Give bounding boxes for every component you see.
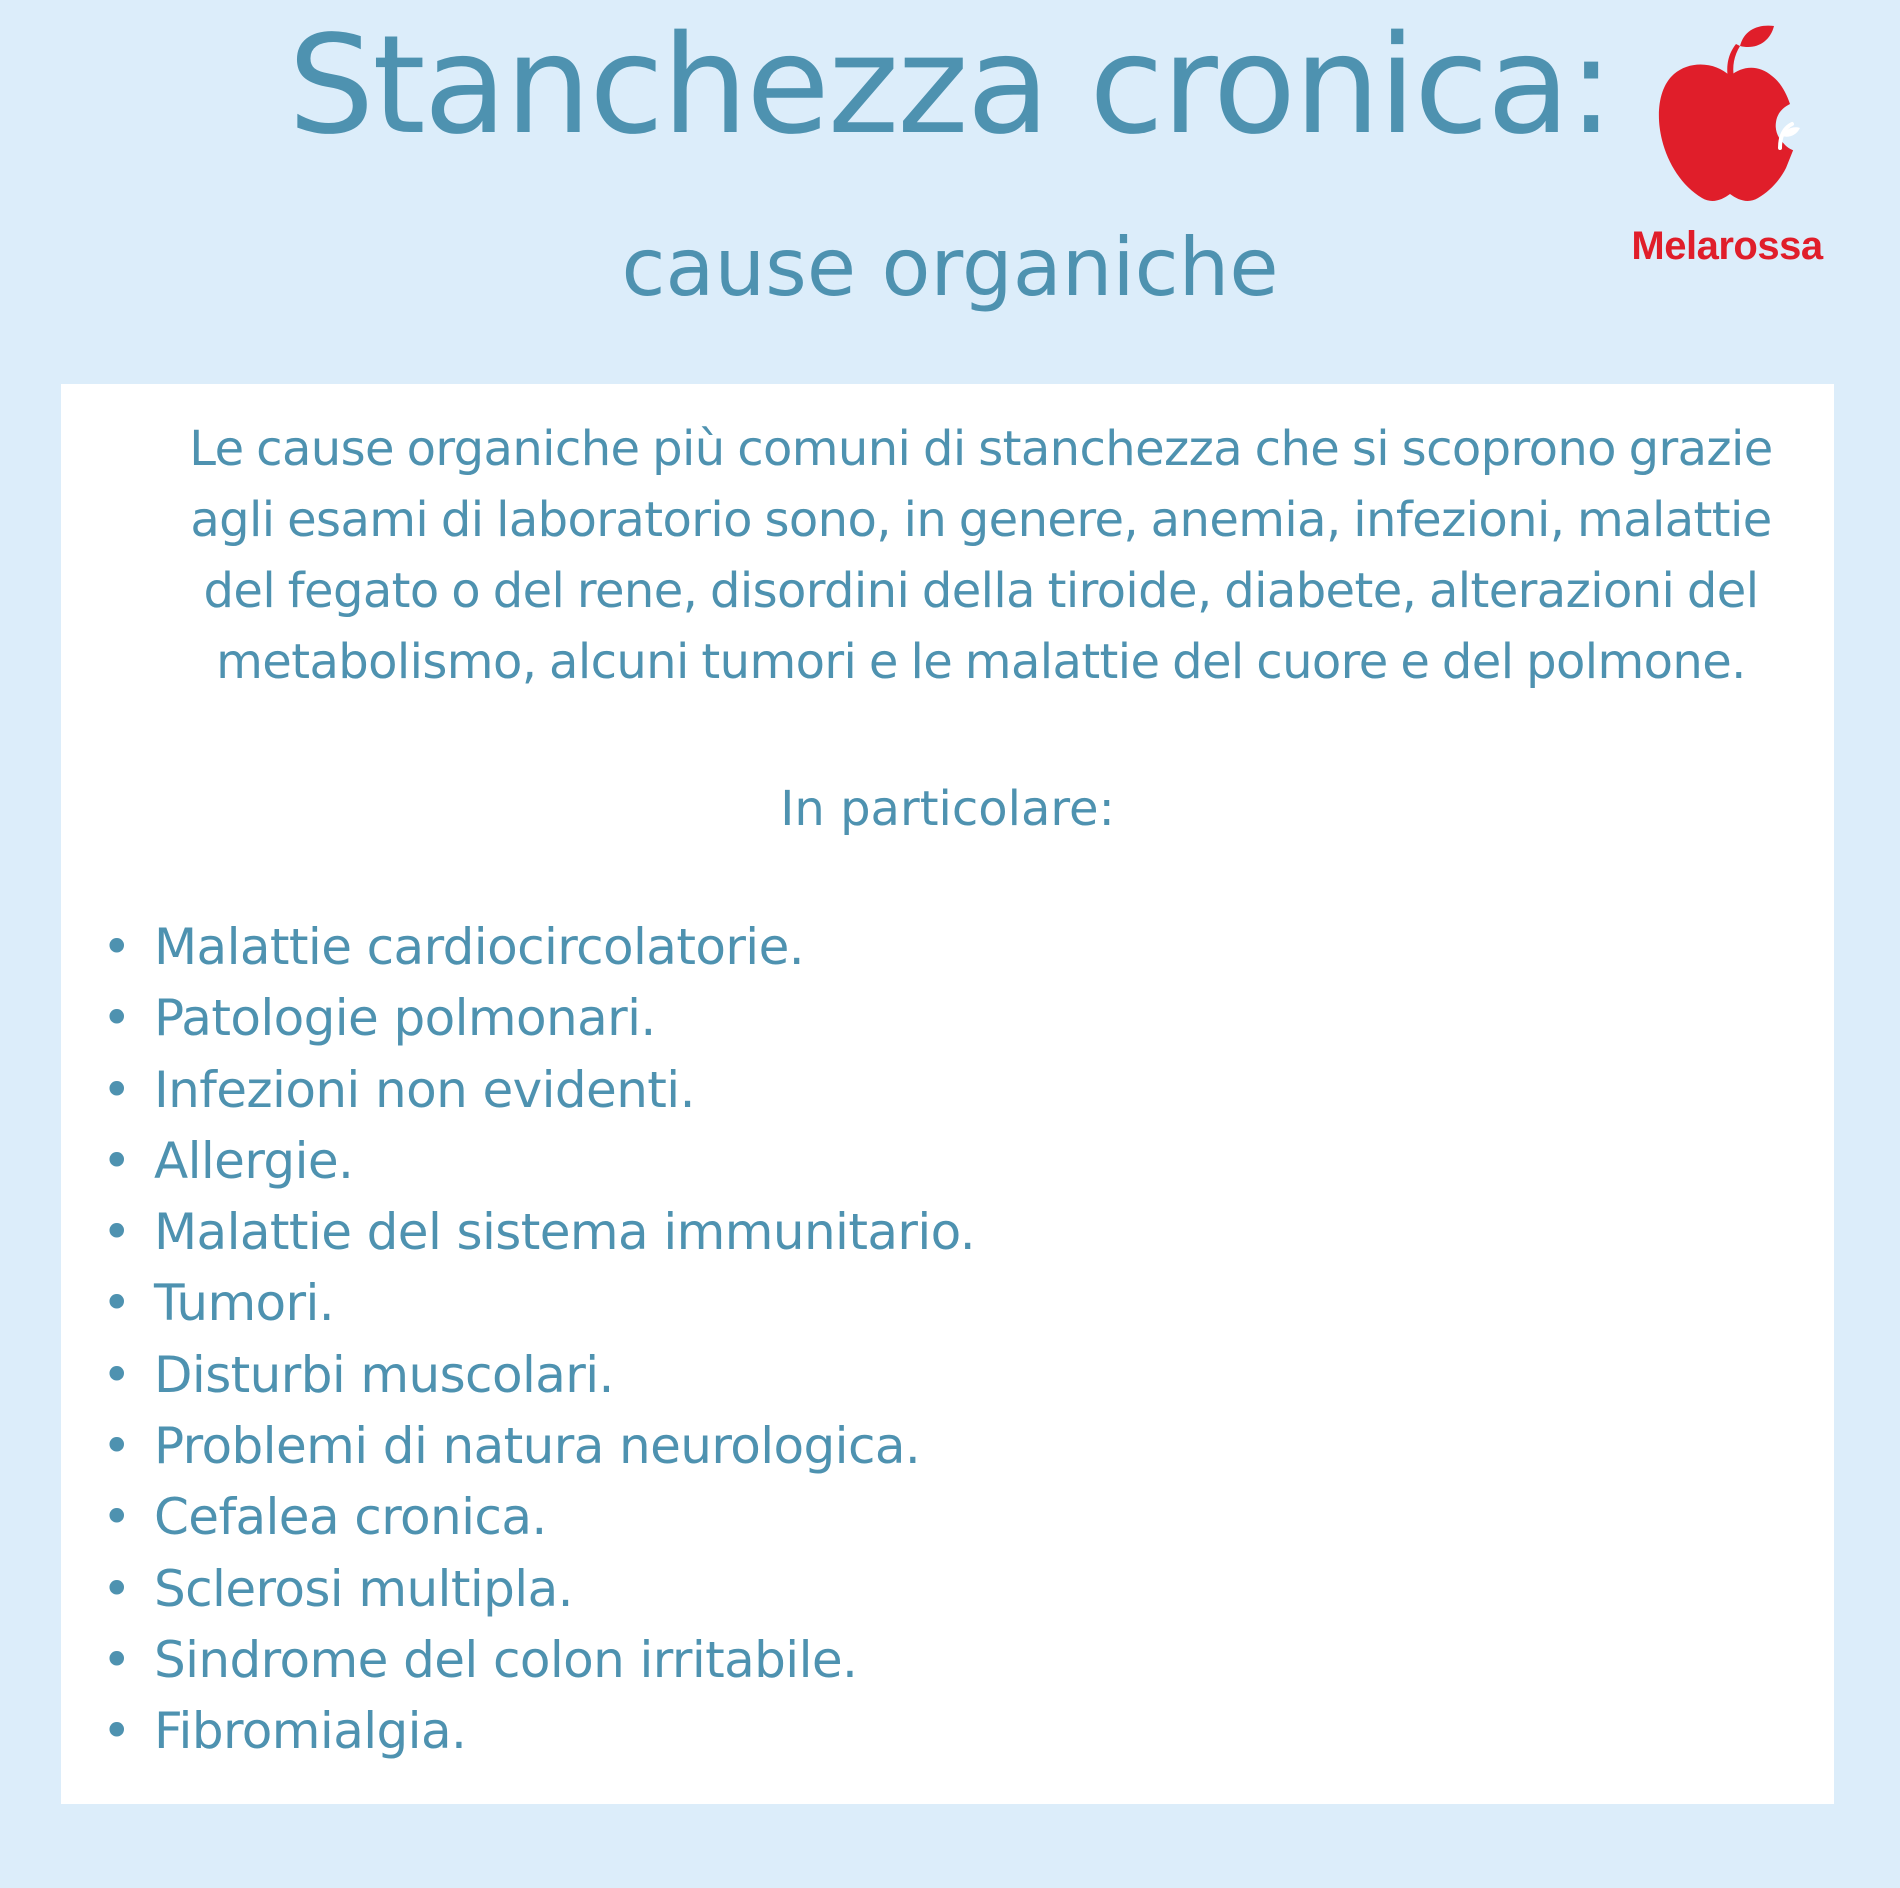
page-subtitle: cause organiche (621, 221, 1279, 314)
list-item (96, 1197, 1696, 1268)
list-item-text: Infezioni non evidenti. (154, 1060, 695, 1119)
bullet-icon: • (102, 1417, 131, 1476)
list-item (96, 1055, 1696, 1126)
bullet-icon: • (102, 1702, 131, 1761)
list-item-text: Tumori. (154, 1274, 335, 1333)
bullet-icon: • (102, 918, 131, 976)
list-item (96, 1554, 1696, 1625)
list-item-text: Problemi di natura neurologica. (154, 1417, 921, 1476)
list-item-text: Patologie polmonari. (154, 989, 656, 1048)
bullet-icon: • (102, 1203, 131, 1262)
list-item-text: Sclerosi multipla. (154, 1559, 573, 1618)
intro-paragraph: Le cause organiche più comuni di stanchezza che si scoprono grazie agli esami di laboratorio sono, in genere, anemia, infezioni, malattie del fegato o del rene, disordini della tiroide, diabete, alterazioni del metabolismo, alcuni tumori e le malattie del cuore e del polmone. (189, 421, 1773, 690)
bullet-icon: • (102, 1060, 131, 1119)
bullet-icon: • (102, 1488, 131, 1547)
list-item-text: Malattie cardiocircolatorie. (154, 918, 805, 976)
list-item-text: Fibromialgia. (154, 1702, 467, 1761)
list-lead: In particolare: (780, 781, 1115, 837)
list-item (96, 983, 1696, 1054)
list-item (96, 1126, 1696, 1197)
list-item-text: Sindrome del colon irritabile. (154, 1630, 858, 1689)
apple-icon (1656, 24, 1804, 204)
list-item (96, 1340, 1696, 1411)
page-title: Stanchezza cronica: (288, 7, 1612, 165)
list-item-text: Disturbi muscolari. (154, 1345, 614, 1404)
list-item-text: Cefalea cronica. (154, 1488, 547, 1547)
list-item (96, 1411, 1696, 1482)
list-item (96, 912, 1696, 983)
bullet-icon: • (102, 1131, 131, 1190)
list-item (96, 1696, 1696, 1767)
brand-logo (1612, 24, 1842, 274)
list-item-text: Allergie. (154, 1131, 354, 1190)
list-item (96, 1268, 1696, 1339)
brand-name: Melarossa (1631, 224, 1823, 268)
list-item (96, 1482, 1696, 1553)
list-item (96, 1625, 1696, 1696)
list-item-text: Malattie del sistema immunitario. (154, 1203, 976, 1262)
bullet-icon: • (102, 989, 131, 1048)
bullet-icon: • (102, 1345, 131, 1404)
content-card (61, 384, 1834, 1804)
bullet-icon: • (102, 1274, 131, 1333)
bullet-icon: • (102, 1630, 131, 1689)
causes-list (96, 912, 1696, 1768)
bullet-icon: • (102, 1559, 131, 1618)
